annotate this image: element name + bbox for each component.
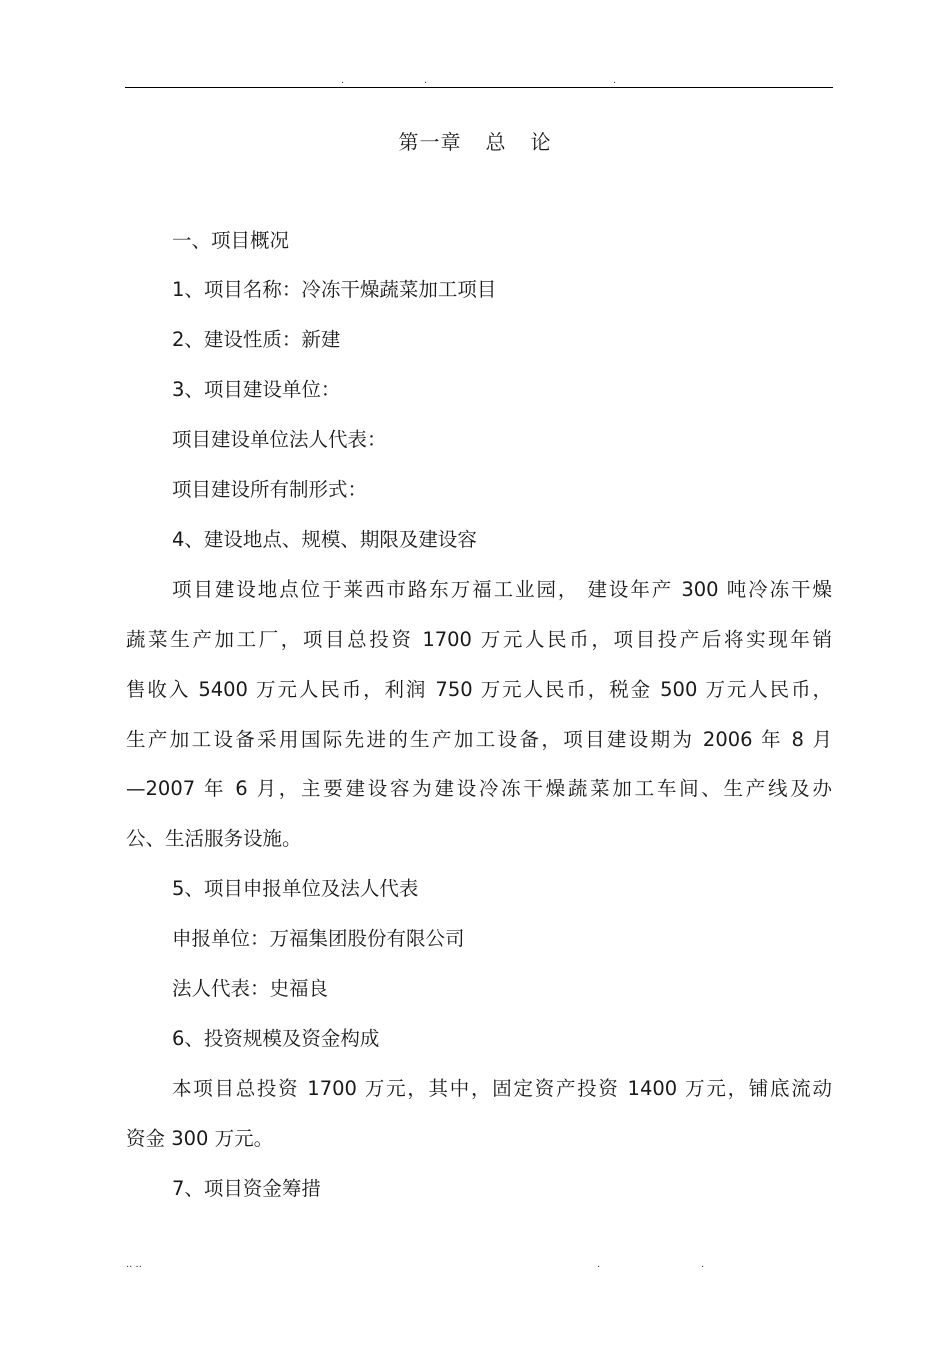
item-location-scale-heading: 4、建设地点、规模、期限及建设容 bbox=[172, 528, 477, 551]
paragraph-line: 资金 300 万元。 bbox=[126, 1127, 274, 1150]
header-rule bbox=[125, 87, 833, 88]
item-applicant-unit: 申报单位：万福集团股份有限公司 bbox=[172, 927, 465, 950]
paragraph-line: 项目建设地点位于莱西市路东万福工业园， 建设年产 300 吨冷冻干燥 bbox=[172, 578, 832, 601]
item-investment-heading: 6、投资规模及资金构成 bbox=[172, 1027, 380, 1050]
paragraph-line: 公、生活服务设施。 bbox=[126, 827, 302, 850]
footer-mark: .. .. bbox=[126, 1259, 142, 1270]
chapter-title bbox=[0, 126, 950, 155]
header-dot: . bbox=[613, 75, 617, 86]
footer-dot: . bbox=[597, 1259, 601, 1270]
chapter-number: 第一章 bbox=[398, 130, 462, 154]
item-construction-unit: 3、项目建设单位： bbox=[172, 378, 341, 401]
paragraph-line: —2007 年 6 月，主要建设容为建设冷冻干燥蔬菜加工车间、生产线及办 bbox=[126, 777, 832, 800]
footer-dot: . bbox=[701, 1259, 705, 1270]
header-dot: . bbox=[424, 75, 428, 86]
header-dot: . bbox=[341, 75, 345, 86]
item-applicant-heading: 5、项目申报单位及法人代表 bbox=[172, 877, 419, 900]
item-funding-heading: 7、项目资金筹措 bbox=[172, 1177, 321, 1200]
chapter-word-2: 论 bbox=[530, 130, 552, 154]
item-project-name: 1、项目名称：冷冻干燥蔬菜加工项目 bbox=[172, 278, 497, 301]
item-applicant-representative: 法人代表：史福良 bbox=[172, 977, 329, 1000]
chapter-word-1: 总 bbox=[485, 130, 507, 154]
paragraph-line: 售收入 5400 万元人民币，利润 750 万元人民币，税金 500 万元人民币， bbox=[126, 678, 832, 701]
item-construction-nature: 2、建设性质：新建 bbox=[172, 328, 341, 351]
item-ownership-form: 项目建设所有制形式： bbox=[172, 478, 368, 501]
item-legal-representative: 项目建设单位法人代表： bbox=[172, 428, 387, 451]
paragraph-line: 生产加工设备采用国际先进的生产加工设备，项目建设期为 2006 年 8 月 bbox=[126, 728, 832, 751]
paragraph-line: 蔬菜生产加工厂，项目总投资 1700 万元人民币，项目投产后将实现年销 bbox=[126, 628, 832, 651]
paragraph-line: 本项目总投资 1700 万元，其中，固定资产投资 1400 万元，铺底流动 bbox=[172, 1077, 832, 1100]
section-heading: 一、项目概况 bbox=[172, 229, 290, 252]
